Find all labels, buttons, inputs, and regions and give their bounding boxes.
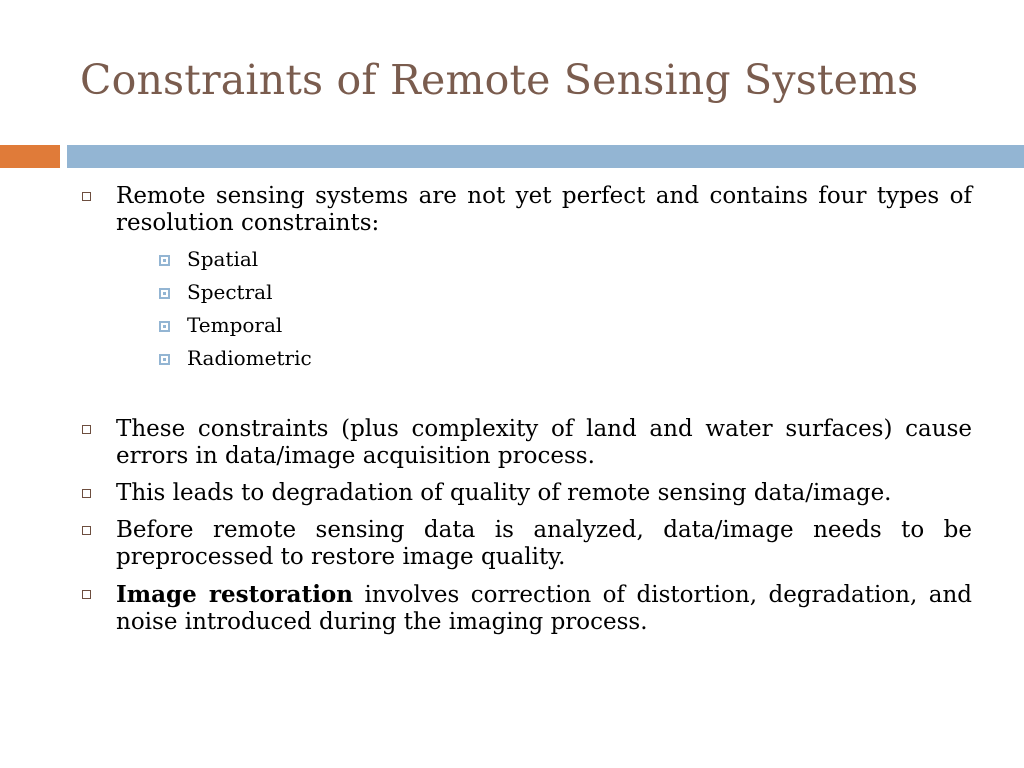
square-bullet-icon	[82, 489, 91, 498]
title-accent-bar	[0, 145, 60, 168]
constraint-types-list	[116, 243, 972, 375]
bullet-preprocessing	[80, 517, 972, 571]
sub-item-spatial	[116, 243, 972, 276]
square-bullet-icon	[82, 526, 91, 535]
sub-item-label: Spatial	[187, 247, 259, 271]
square-sub-bullet-icon	[159, 354, 170, 365]
sub-item-temporal	[116, 309, 972, 342]
sub-item-label: Spectral	[187, 280, 273, 304]
square-sub-bullet-icon	[159, 321, 170, 332]
square-sub-bullet-icon	[159, 255, 170, 266]
bullet-image-restoration	[80, 581, 972, 636]
slide-content	[80, 183, 972, 636]
sub-item-radiometric	[116, 342, 972, 375]
bullet-text: Remote sensing systems are not yet perfect and contains four types of resolution constraints:	[116, 183, 972, 236]
sub-item-label: Radiometric	[187, 346, 312, 370]
bullet-resolution-constraints	[80, 183, 972, 375]
slide-title: Constraints of Remote Sensing Systems	[80, 56, 919, 104]
square-bullet-icon	[82, 192, 91, 201]
bullet-strong-text: Image restoration	[116, 581, 353, 608]
title-divider-bar	[67, 145, 1024, 168]
bullet-text: This leads to degradation of quality of remote sensing data/image.	[116, 480, 892, 506]
square-sub-bullet-icon	[159, 288, 170, 299]
square-bullet-icon	[82, 425, 91, 434]
bullet-text: Before remote sensing data is analyzed, data/image needs to be preprocessed to restore image quality.	[116, 517, 972, 570]
bullet-errors	[80, 416, 972, 470]
sub-item-label: Temporal	[187, 313, 283, 337]
square-bullet-icon	[82, 590, 91, 599]
bullet-degradation	[80, 480, 972, 507]
bullet-text: involves correction of distortion, degradation, and noise introduced during the imaging process.	[116, 582, 972, 635]
sub-item-spectral	[116, 276, 972, 309]
bullet-text: These constraints (plus complexity of land and water surfaces) cause errors in data/image acquisition process.	[116, 416, 972, 469]
